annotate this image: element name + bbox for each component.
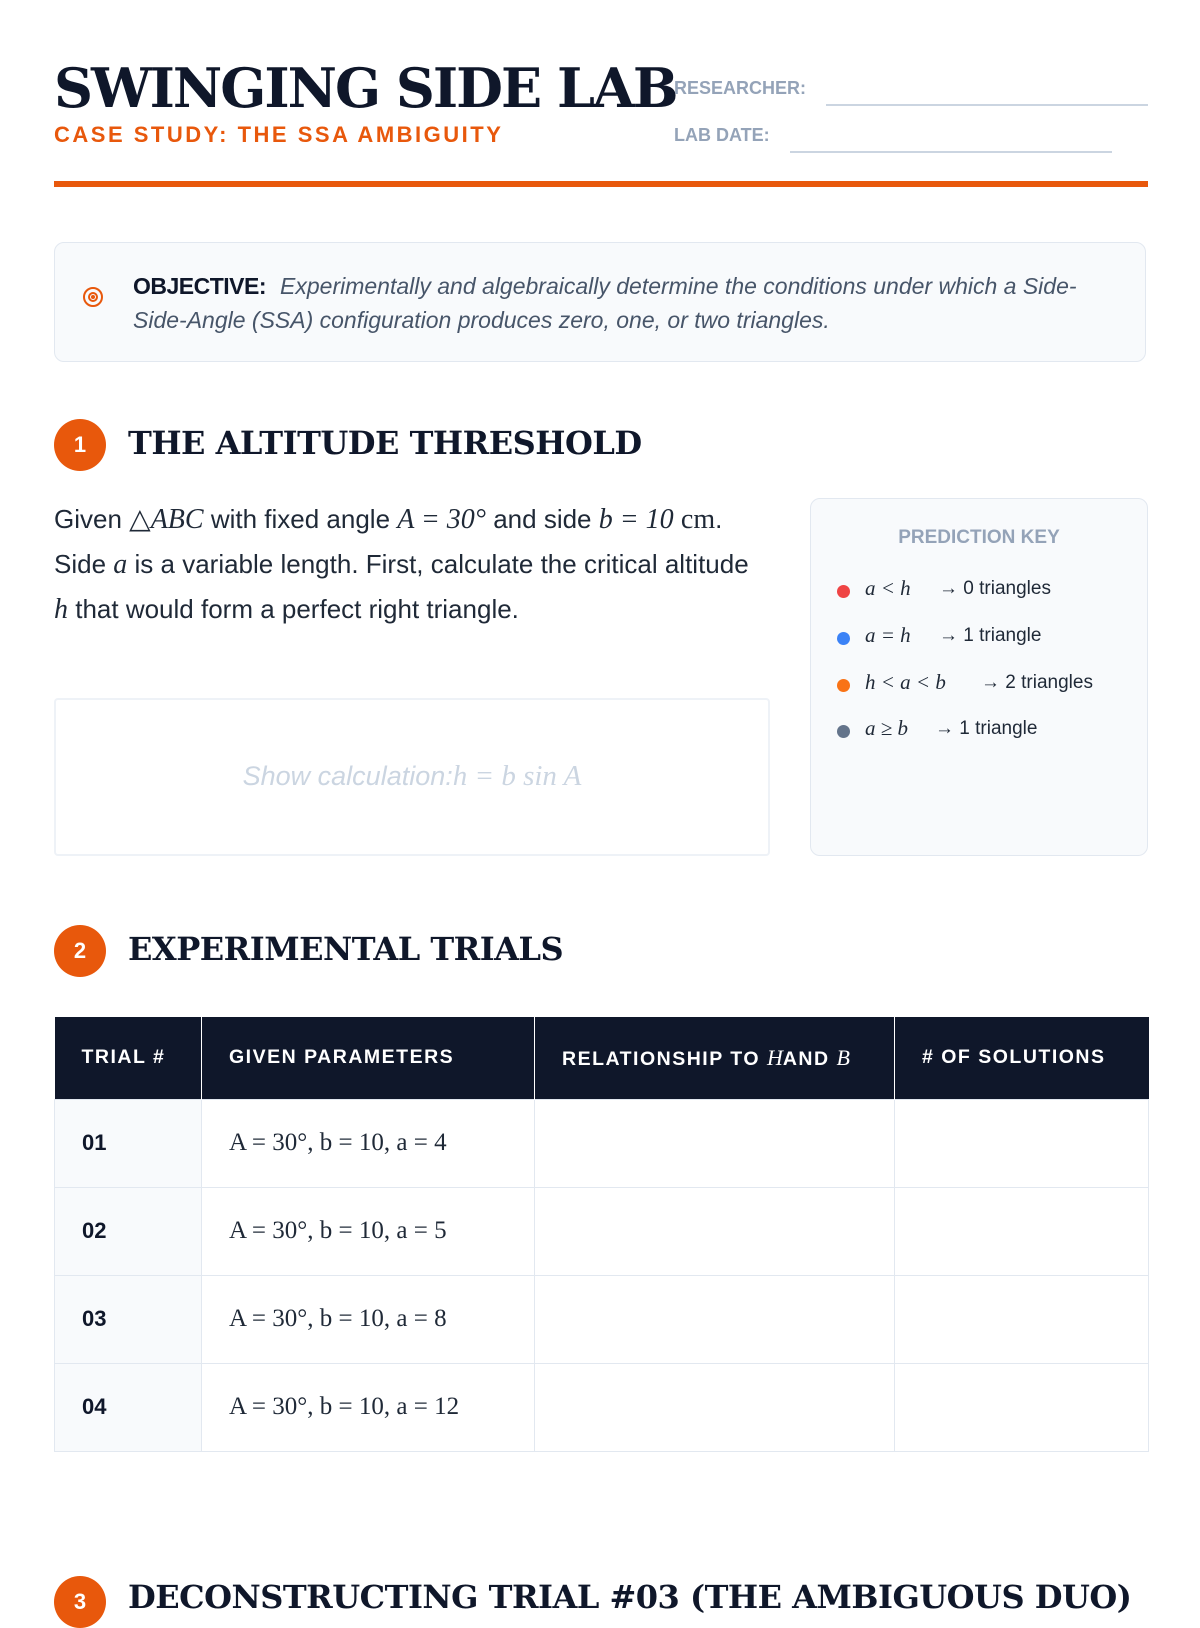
objective-box bbox=[54, 242, 1146, 362]
angle-a-value: A = 30° bbox=[397, 504, 486, 535]
section-3-title: DECONSTRUCTING TRIAL #03 (THE AMBIGUOUS DUO) bbox=[128, 1578, 1132, 1616]
trial-number: 01 bbox=[55, 1099, 202, 1187]
relationship-cell[interactable] bbox=[535, 1099, 895, 1187]
researcher-label: RESEARCHER: bbox=[674, 78, 807, 98]
side-b-value: b = 10 bbox=[598, 504, 674, 535]
calculation-placeholder: Show calculation:h = b sin A bbox=[242, 760, 582, 792]
calculation-box[interactable] bbox=[54, 698, 770, 856]
table-row bbox=[55, 1363, 1149, 1451]
objective-label: OBJECTIVE: bbox=[133, 273, 267, 299]
table-row bbox=[55, 1275, 1149, 1363]
blue-dot-icon bbox=[837, 632, 850, 645]
prediction-key-title: PREDICTION KEY bbox=[898, 527, 1060, 548]
trial-params: A = 30°, b = 10, a = 12 bbox=[202, 1363, 535, 1451]
header-divider bbox=[54, 181, 1148, 187]
lab-header bbox=[54, 56, 1148, 186]
researcher-field[interactable] bbox=[826, 104, 1148, 106]
prediction-key: PREDICTION KEY a < h → 0 triangles a = h → 1 triangle h < a < b → 2 triangles a ≥ b → 1 triangle bbox=[810, 498, 1148, 856]
section-1-title: THE ALTITUDE THRESHOLD bbox=[128, 424, 642, 462]
relationship-cell[interactable] bbox=[535, 1187, 895, 1275]
col-trial: TRIAL # bbox=[55, 1017, 202, 1099]
objective-text: Experimentally and algebraically determine the conditions under which a Side-Side-Angle (SSA) configuration produces zero, one, or two triangles. bbox=[133, 273, 1077, 333]
solutions-cell[interactable] bbox=[895, 1187, 1149, 1275]
col-relationship: RELATIONSHIP TO HAND B bbox=[535, 1017, 895, 1099]
trial-params: A = 30°, b = 10, a = 4 bbox=[202, 1099, 535, 1187]
table-row bbox=[55, 1187, 1149, 1275]
section-2-title: EXPERIMENTAL TRIALS bbox=[128, 930, 564, 968]
table-row bbox=[55, 1099, 1149, 1187]
section-1-number: 1 bbox=[54, 419, 106, 471]
page-title: SWINGING SIDE LAB bbox=[54, 56, 677, 120]
col-params: GIVEN PARAMETERS bbox=[202, 1017, 535, 1099]
trial-params: A = 30°, b = 10, a = 5 bbox=[202, 1187, 535, 1275]
col-solutions: # OF SOLUTIONS bbox=[895, 1017, 1149, 1099]
orange-dot-icon bbox=[837, 679, 850, 692]
trial-number: 02 bbox=[55, 1187, 202, 1275]
section-1-prompt: Given △ABC with fixed angle A = 30° and side b = 10 cm. Side a is a variable length. First, calculate the critical altitude h that would form a perfect right triangle. bbox=[54, 504, 749, 625]
solutions-cell[interactable] bbox=[895, 1363, 1149, 1451]
page-subtitle: CASE STUDY: THE SSA AMBIGUITY bbox=[54, 122, 504, 147]
target-icon bbox=[83, 287, 103, 307]
triangle-abc: △ABC bbox=[129, 504, 204, 535]
section-2-number: 2 bbox=[54, 925, 106, 977]
section-3-number: 3 bbox=[54, 1576, 106, 1628]
solutions-cell[interactable] bbox=[895, 1099, 1149, 1187]
red-dot-icon bbox=[837, 585, 850, 598]
lab-date-label: LAB DATE: bbox=[674, 125, 770, 145]
trial-number: 03 bbox=[55, 1275, 202, 1363]
solutions-cell[interactable] bbox=[895, 1275, 1149, 1363]
gray-dot-icon bbox=[837, 725, 850, 738]
lab-date-field[interactable] bbox=[790, 151, 1112, 153]
relationship-cell[interactable] bbox=[535, 1275, 895, 1363]
trial-params: A = 30°, b = 10, a = 8 bbox=[202, 1275, 535, 1363]
trial-number: 04 bbox=[55, 1363, 202, 1451]
trials-table bbox=[54, 1017, 1149, 1452]
relationship-cell[interactable] bbox=[535, 1363, 895, 1451]
